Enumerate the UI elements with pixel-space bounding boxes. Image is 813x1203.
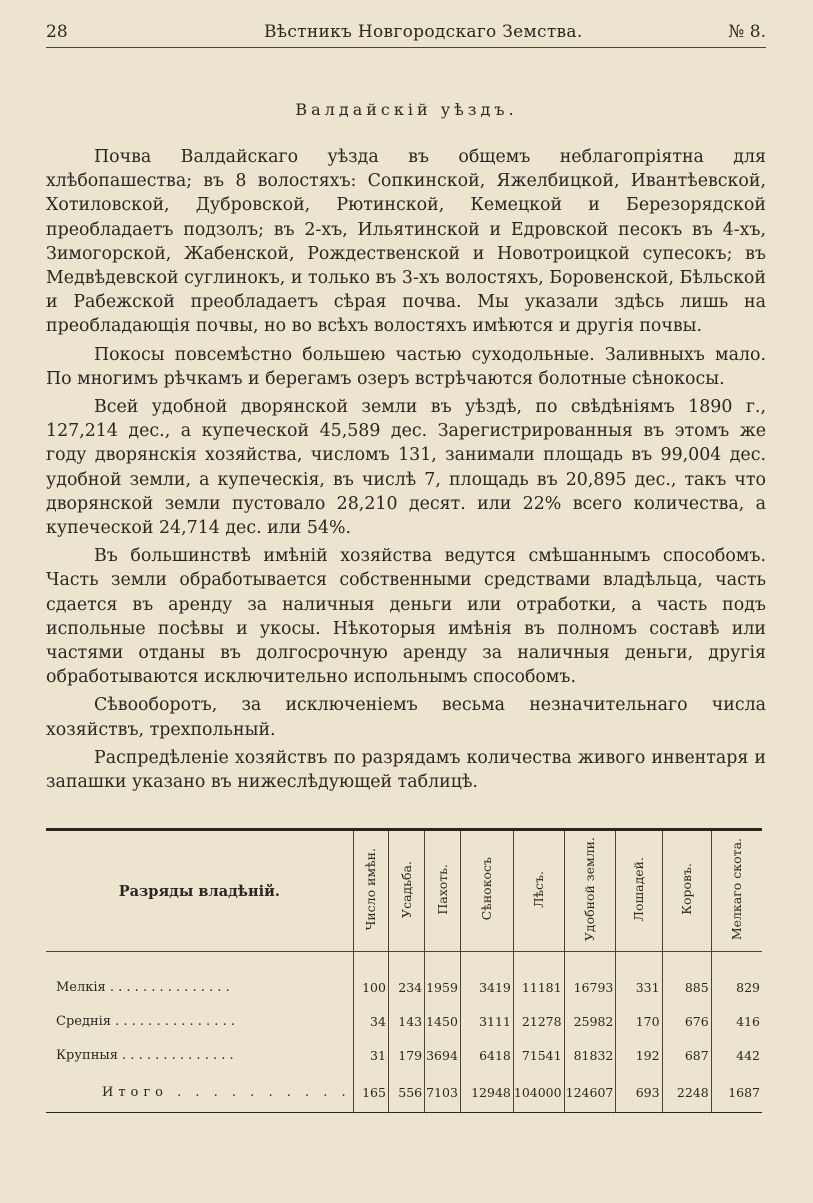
table-cell: 170 bbox=[616, 1004, 662, 1038]
table-cell: 885 bbox=[662, 952, 711, 1005]
table-cell: 2248 bbox=[662, 1072, 711, 1113]
running-header bbox=[46, 22, 766, 46]
table-cell: 81832 bbox=[564, 1038, 616, 1072]
column-header: Удобной земли. bbox=[564, 830, 616, 952]
table-cell: 693 bbox=[616, 1072, 662, 1113]
table-cell: 829 bbox=[711, 952, 762, 1005]
body-text bbox=[46, 145, 766, 797]
column-header: Число имѣн. bbox=[353, 830, 388, 952]
row-label-total: Итого . . . . . . . . . . bbox=[102, 1084, 351, 1100]
table-cell: 1687 bbox=[711, 1072, 762, 1113]
table-cell: 192 bbox=[616, 1038, 662, 1072]
issue-number: № 8. bbox=[728, 22, 766, 42]
table-row bbox=[46, 1038, 762, 1072]
journal-title: Вѣстникъ Новгородскаго Земства. bbox=[264, 22, 583, 42]
column-header: Мелкаго скота. bbox=[711, 830, 762, 952]
table-header-row bbox=[46, 830, 762, 952]
table-cell: 1450 bbox=[425, 1004, 461, 1038]
table-cell: 3694 bbox=[425, 1038, 461, 1072]
section-title: Валдайскій уѣздъ. bbox=[295, 100, 518, 119]
table-cell: 34 bbox=[353, 1004, 388, 1038]
paragraph-rotation: Сѣвооборотъ, за исключеніемъ весьма незначительнаго числа хозяйствъ, трехпольный. bbox=[46, 695, 766, 740]
table-cell: 234 bbox=[388, 952, 424, 1005]
column-header: Усадьба. bbox=[388, 830, 424, 952]
table-cell: 21278 bbox=[513, 1004, 564, 1038]
table-cell: 3419 bbox=[460, 952, 513, 1005]
table-cell: 71541 bbox=[513, 1038, 564, 1072]
table-cell: 31 bbox=[353, 1038, 388, 1072]
table-row-total bbox=[46, 1072, 762, 1113]
table-cell: 11181 bbox=[513, 952, 564, 1005]
paragraph-meadows: Покосы повсемѣстно большею частью суходольные. Заливныхъ мало. По многимъ рѣчкамъ и берегамъ озеръ встрѣчаются болотные сѣнокосы. bbox=[46, 344, 766, 389]
row-label: Среднія . . . . . . . . . . . . . . . bbox=[56, 1013, 235, 1029]
table-cell: 1959 bbox=[425, 952, 461, 1005]
table-cell: 687 bbox=[662, 1038, 711, 1072]
paragraph-farming: Въ большинствѣ имѣній хозяйства ведутся смѣшаннымъ способомъ. Часть земли обработывается собственными средствами владѣльца, часть сдается въ аренду за наличныя деньги или отработки, а часть подъ испольные посѣвы и укосы. Нѣкоторыя имѣнія въ полномъ составѣ или частями отданы въ долгосрочную аренду за наличныя деньги, другія обработываются исключительно испольнымъ способомъ. bbox=[46, 546, 766, 688]
table-cell: 16793 bbox=[564, 952, 616, 1005]
table-cell: 556 bbox=[388, 1072, 424, 1113]
column-header: Коровъ. bbox=[662, 830, 711, 952]
paragraph-distribution: Распредѣленіе хозяйствъ по разрядамъ количества живого инвентаря и запашки указано въ нижеслѣдующей таблицѣ. bbox=[46, 747, 766, 793]
table-cell: 104000 bbox=[513, 1072, 564, 1113]
paragraph-land: Всей удобной дворянской земли въ уѣздѣ, по свѣдѣніямъ 1890 г., 127,214 дес., а купеческой 45,589 дес. Зарегистрированныя въ этомъ же году дворянскія хозяйства, числомъ 131, занимали площадь въ 99,004 дес. удобной земли, а купеческія, въ числѣ 7, площадь въ 20,895 дес., такъ что дворянской земли пустовало 28,210 десят. или 22% всего количества, а купеческой 24,714 дес. или 54%. bbox=[46, 397, 766, 539]
table-cell: 3111 bbox=[460, 1004, 513, 1038]
table-cell: 676 bbox=[662, 1004, 711, 1038]
table-cell: 416 bbox=[711, 1004, 762, 1038]
header-rule bbox=[46, 47, 766, 48]
table-cell: 25982 bbox=[564, 1004, 616, 1038]
table-cell: 6418 bbox=[460, 1038, 513, 1072]
column-header: Сѣнокосъ bbox=[460, 830, 513, 952]
column-header: Пахоть. bbox=[425, 830, 461, 952]
row-label: Мелкія . . . . . . . . . . . . . . . bbox=[56, 979, 230, 995]
table-row bbox=[46, 1004, 762, 1038]
column-header: Лѣсъ. bbox=[513, 830, 564, 952]
column-header-category: Разряды владѣній. bbox=[46, 830, 353, 952]
table-cell: 179 bbox=[388, 1038, 424, 1072]
table-cell: 12948 bbox=[460, 1072, 513, 1113]
table-cell: 124607 bbox=[564, 1072, 616, 1113]
table-cell: 100 bbox=[353, 952, 388, 1005]
estates-table bbox=[46, 828, 762, 1113]
page-number: 28 bbox=[46, 22, 68, 42]
paragraph-soil: Почва Валдайскаго уѣзда въ общемъ неблагопріятна для хлѣбопашества; въ 8 волостяхъ: Сопкинской, Яжелбицкой, Ивантѣевской, Хотиловской, Дубровской, Рютинской, Кемецкой и Березорядской преобладаетъ подзолъ; въ 2-хъ, Ильятинской и Едровской песокъ въ 4-хъ, Зимогорской, Жабенской, Рождественской и Новотроицкой супесокъ; въ Медвѣдевской суглинокъ, и только въ 3-хъ волостяхъ, Боровенской, Бѣльской и Рабежской преобладаетъ сѣрая почва. Мы указали здѣсь лишь на преобладающія почвы, но во всѣхъ волостяхъ имѣются и другія почвы. bbox=[46, 147, 766, 337]
column-header: Лошадей. bbox=[616, 830, 662, 952]
table-cell: 165 bbox=[353, 1072, 388, 1113]
table-cell: 7103 bbox=[425, 1072, 461, 1113]
row-label: Крупныя . . . . . . . . . . . . . . bbox=[56, 1047, 234, 1063]
table-cell: 442 bbox=[711, 1038, 762, 1072]
table-cell: 331 bbox=[616, 952, 662, 1005]
table-row bbox=[46, 952, 762, 1005]
table-cell: 143 bbox=[388, 1004, 424, 1038]
